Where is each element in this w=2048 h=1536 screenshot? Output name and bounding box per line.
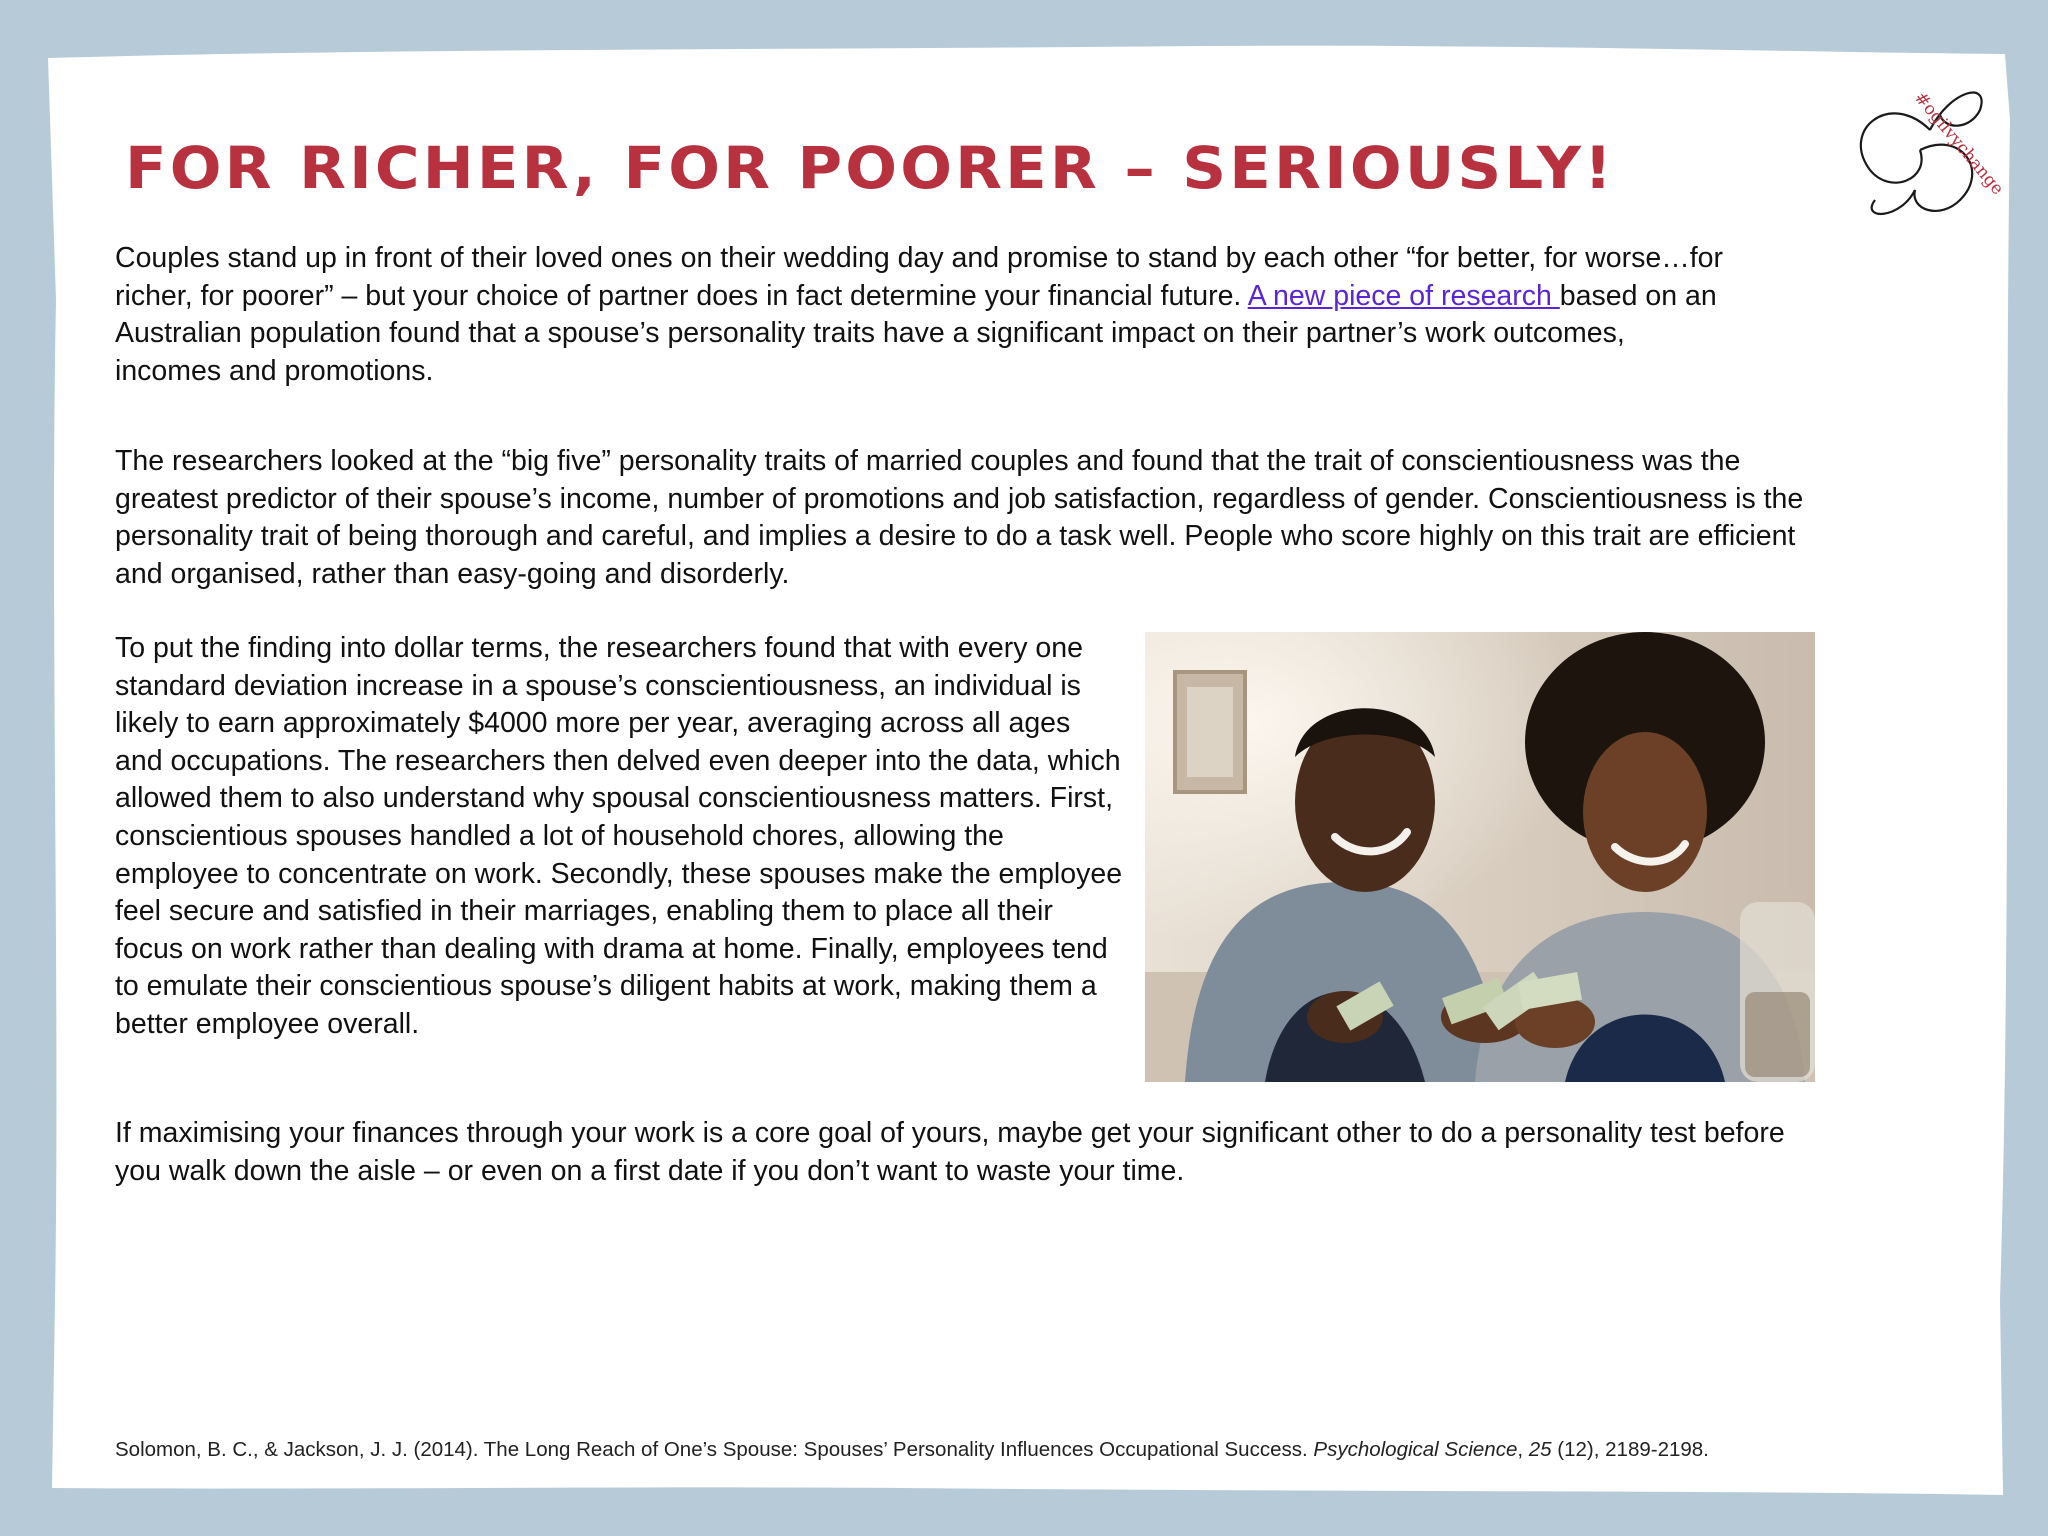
intro-text-continued: based on an Australian population found that a spouse’s personality traits have a significant impact on their partner’s work outcomes, incomes and promotions.: [115, 279, 1717, 387]
couple-counting-money-photo: [1145, 632, 1815, 1082]
citation-pages: (12), 2189-2198.: [1551, 1438, 1709, 1461]
page-title: FOR RICHER, FOR POORER – SERIOUSLY!: [125, 134, 1616, 202]
dollar-terms-paragraph: To put the finding into dollar terms, the researchers found that with every one standard deviation increase in a spouse’s conscientiousness, an individual is likely to earn approximately $4000 more per year, averaging across all ages and occupations. The researchers then delved even deeper into the data, which allowed them to also understand why spousal conscientiousness matters. First, conscientious spouses handled a lot of household chores, allowing the employee to concentrate on work. Secondly, these spouses make the employee feel secure and satisfied in their marriages, enabling them to place all their focus on work rather than dealing with drama at home. Finally, employees tend to emulate their conscientious spouse’s diligent habits at work, making them a better employee overall.: [115, 632, 1123, 1040]
intro-text: Couples stand up in front of their loved ones on their wedding day and promise to stand by each other “for better, for worse…for richer, for poorer” – but your choice of partner does in fact determine your financial future.: [115, 242, 1723, 312]
citation-separator: ,: [1517, 1438, 1529, 1461]
conclusion-paragraph: If maximising your finances through your work is a core goal of yours, maybe get your significant other to do a personality test before you walk down the aisle – or even on a first date if you don’t want to waste your time.: [115, 1117, 1785, 1187]
research-link[interactable]: A new piece of research: [1247, 279, 1560, 312]
ogilvychange-logo: [1820, 70, 2008, 230]
citation-journal: Psychological Science: [1313, 1438, 1518, 1461]
citation-volume: 25: [1528, 1438, 1552, 1461]
intro-paragraph: [115, 240, 1735, 390]
citation: [115, 1436, 1855, 1463]
big-five-paragraph: The researchers looked at the “big five” personality traits of married couples and found that the trait of conscientiousness was the greatest predictor of their spouse’s income, number of promotions and job satisfaction, regardless of gender. Conscientiousness is the personality trait of being thorough and careful, and implies a desire to do a task well. People who score highly on this trait are efficient and organised, rather than easy-going and disorderly.: [115, 445, 1804, 590]
logo-text: #ogilvychange: [1909, 88, 2008, 199]
citation-authors: Solomon, B. C., & Jackson, J. J. (2014). The Long Reach of One’s Spouse: Spouses’ Personality Influences Occupational Success.: [115, 1438, 1314, 1461]
